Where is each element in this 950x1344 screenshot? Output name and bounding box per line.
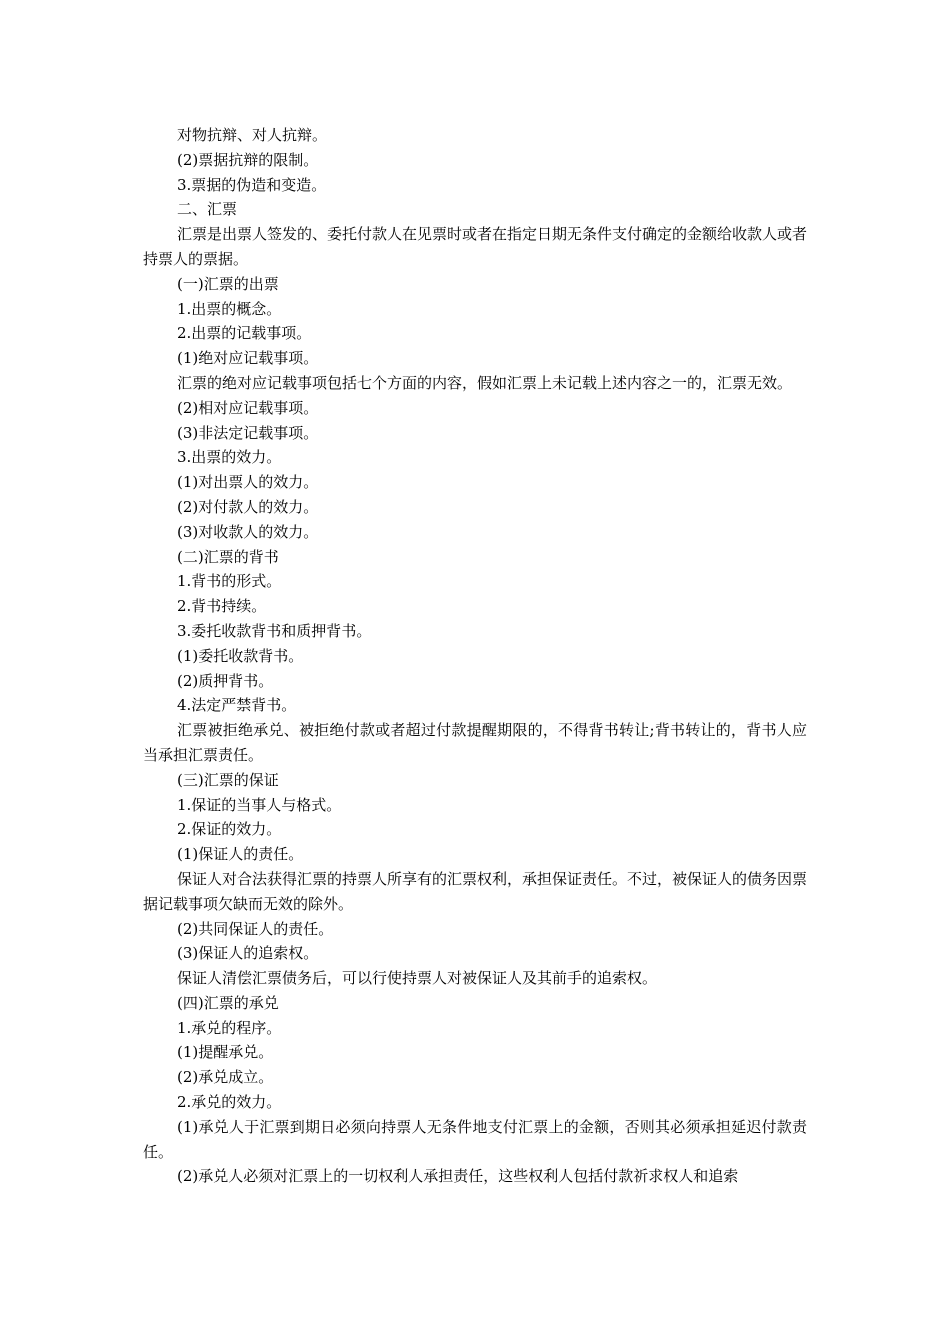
paragraph: 3.出票的效力。: [177, 448, 282, 467]
paragraph: 1.出票的概念。: [177, 299, 282, 318]
paragraph: 汇票的绝对应记载事项包括七个方面的内容，假如汇票上未记载上述内容之一的，汇票无效。: [177, 373, 793, 392]
paragraph: (1)绝对应记载事项。: [177, 349, 319, 368]
subsection-heading: (二)汇票的背书: [177, 547, 279, 566]
paragraph: (2)票据抗辩的限制。: [177, 150, 319, 169]
paragraph: 2.承兑的效力。: [177, 1093, 282, 1112]
paragraph: (2)对付款人的效力。: [177, 497, 319, 516]
document-body: [143, 123, 807, 1189]
paragraph: 4.法定严禁背书。: [177, 696, 297, 715]
paragraph: (3)保证人的追索权。: [177, 944, 319, 963]
paragraph: (1)对出票人的效力。: [177, 473, 319, 492]
paragraph: 3.票据的伪造和变造。: [177, 175, 327, 194]
paragraph: 3.委托收款背书和质押背书。: [177, 621, 372, 640]
paragraph: (2)质押背书。: [177, 671, 274, 690]
paragraph: (3)非法定记载事项。: [177, 423, 319, 442]
paragraph: (2)共同保证人的责任。: [177, 919, 334, 938]
paragraph: (1)承兑人于汇票到期日必须向持票人无条件地支付汇票上的金额，否则其必须承担延迟付款责任。: [143, 1117, 807, 1161]
paragraph: 汇票是出票人签发的、委托付款人在见票时或者在指定日期无条件支付确定的金额给收款人或者持票人的票据。: [143, 225, 808, 268]
paragraph: 1.承兑的程序。: [177, 1018, 282, 1037]
paragraph: 保证人对合法获得汇票的持票人所享有的汇票权利，承担保证责任。不过，被保证人的债务因票据记载事项欠缺而无效的除外。: [143, 869, 808, 913]
paragraph: (3)对收款人的效力。: [177, 522, 319, 541]
section-heading: 二、汇票: [177, 200, 238, 219]
paragraph: (1)委托收款背书。: [177, 646, 304, 665]
paragraph: 汇票被拒绝承兑、被拒绝付款或者超过付款提醒期限的，不得背书转让;背书转让的，背书人应当承担汇票责任。: [143, 721, 807, 764]
paragraph: (1)保证人的责任。: [177, 845, 304, 864]
subsection-heading: (一)汇票的出票: [177, 274, 279, 293]
paragraph: (1)提醒承兑。: [177, 1043, 274, 1062]
paragraph: (2)承兑人必须对汇票上的一切权利人承担责任，这些权利人包括付款祈求权人和追索: [177, 1167, 739, 1186]
subsection-heading: (四)汇票的承兑: [177, 993, 279, 1012]
paragraph: 2.出票的记载事项。: [177, 324, 312, 343]
paragraph: 对物抗辩、对人抗辩。: [177, 126, 328, 144]
paragraph: (2)承兑成立。: [177, 1068, 274, 1087]
paragraph: 保证人清偿汇票债务后，可以行使持票人对被保证人及其前手的追索权。: [177, 969, 658, 988]
paragraph: 1.背书的形式。: [177, 572, 282, 591]
subsection-heading: (三)汇票的保证: [177, 770, 279, 789]
paragraph: (2)相对应记载事项。: [177, 398, 319, 417]
paragraph: 2.背书持续。: [177, 597, 267, 616]
paragraph: 1.保证的当事人与格式。: [177, 795, 342, 814]
paragraph: 2.保证的效力。: [177, 820, 282, 839]
